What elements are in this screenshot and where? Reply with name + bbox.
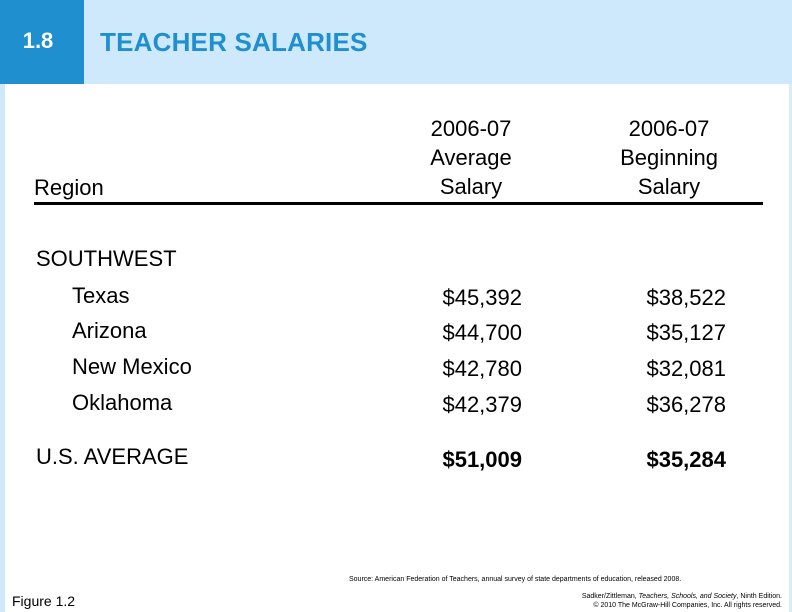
row-beginning-value: $36,278 <box>646 392 726 417</box>
group-label-southwest: SOUTHWEST <box>36 246 177 271</box>
section-number: 1.8 <box>22 28 54 53</box>
row-beginning-value: $35,127 <box>646 320 726 345</box>
row-average-value: $44,700 <box>442 320 522 345</box>
section-number-box <box>0 0 84 84</box>
header-line: Beginning <box>620 145 718 170</box>
header-line: 2006-07 <box>430 116 512 141</box>
column-header-average-salary <box>400 114 542 201</box>
us-beginning-value: $35,284 <box>646 447 726 472</box>
header-line: Salary <box>439 174 503 199</box>
source-note: Source: American Federation of Teachers, annual survey of state departments of education, released 2008. <box>349 576 682 583</box>
row-region-label: Oklahoma <box>72 390 173 415</box>
us-average-label: U.S. AVERAGE <box>36 444 189 469</box>
header-line: Average <box>430 145 512 170</box>
column-header-beginning-salary <box>595 114 743 201</box>
figure-label: Figure 1.2 <box>12 593 76 609</box>
page-title: TEACHER SALARIES <box>100 27 368 57</box>
credit-authors: Sadker/Zittleman, <box>581 593 639 600</box>
header-line: 2006-07 <box>628 116 710 141</box>
row-average-value: $45,392 <box>442 285 522 310</box>
credit-line-2: © 2010 The McGraw-Hill Companies, Inc. All rights reserved. <box>593 602 782 609</box>
row-region-label: Texas <box>72 283 130 308</box>
column-header-region: Region <box>34 175 104 200</box>
header-rule <box>34 202 763 205</box>
credit-book-title: Teachers, Schools, and Society <box>638 593 737 600</box>
row-beginning-value: $32,081 <box>646 356 726 381</box>
us-average-value: $51,009 <box>442 447 522 472</box>
left-accent-strip <box>0 84 5 612</box>
credit-line-1 <box>582 592 782 601</box>
row-average-value: $42,379 <box>442 392 522 417</box>
row-region-label: New Mexico <box>72 354 192 379</box>
row-beginning-value: $38,522 <box>646 285 726 310</box>
header-line: Salary <box>637 174 701 199</box>
credit-edition: , Ninth Edition. <box>736 593 782 600</box>
copyright-credit <box>582 592 782 610</box>
row-average-value: $42,780 <box>442 356 522 381</box>
row-region-label: Arizona <box>72 318 147 343</box>
